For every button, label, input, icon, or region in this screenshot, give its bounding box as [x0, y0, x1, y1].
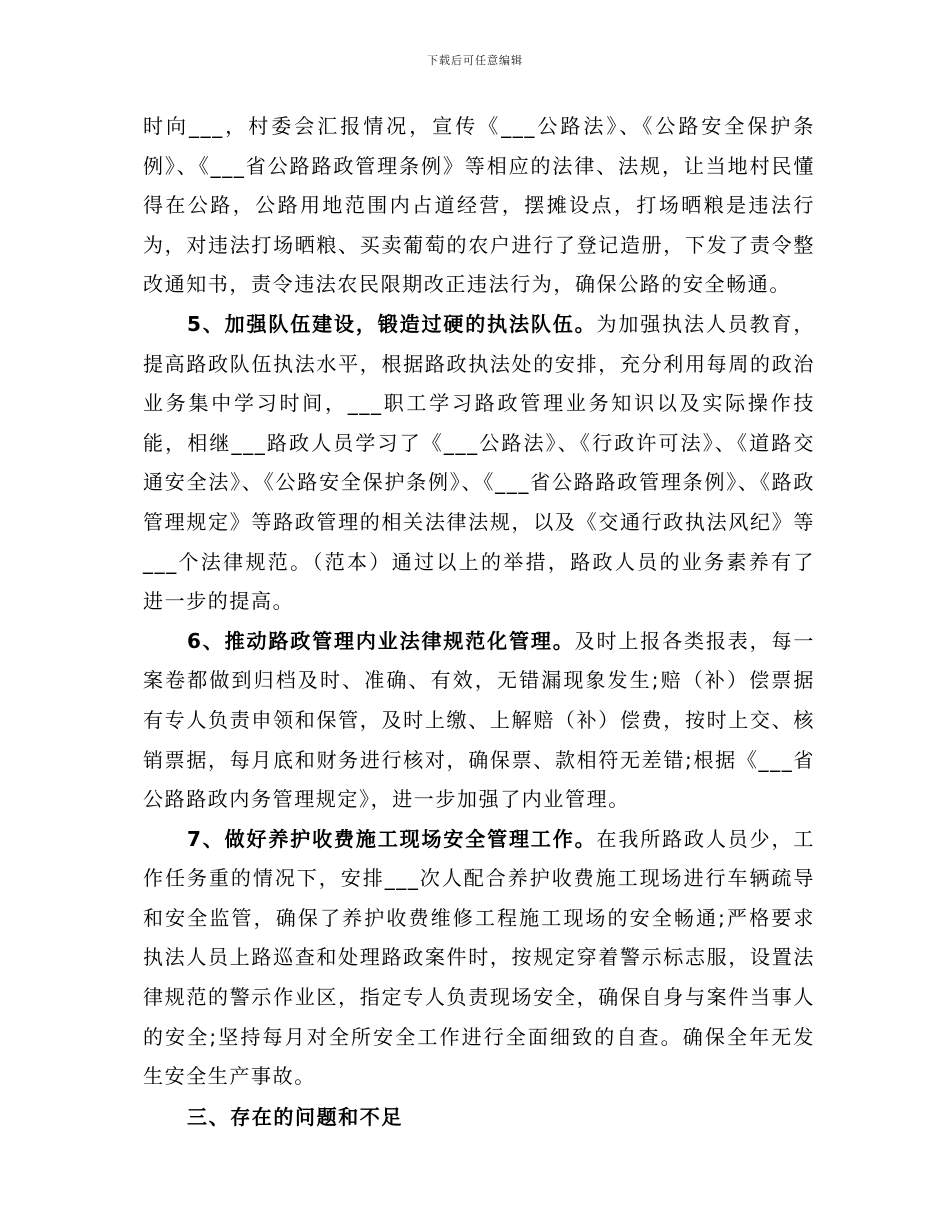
- paragraph-body: 时向___，村委会汇报情况，宣传《___公路法》、《公路安全保护条例》、《___省公路路政管理条例》等相应的法律、法规，让当地村民懂得在公路，公路用地范围内占道经营，摆摊设点，打场晒粮是违法行为，对违法打场晒粮、买卖葡萄的农户进行了登记造册，下发了责令整改通知书，责令违法农民限期改正违法行为，确保公路的安全畅通。: [143, 114, 815, 297]
- paragraph-body: 为加强执法人员教育，提高路政队伍执法水平，根据路政执法处的安排，充分利用每周的政治业务集中学习时间，___职工学习路政管理业务知识以及实际操作技能，相继___路政人员学习了《___公路法》、《行政许可法》、《道路交通安全法》、《公路安全保护条例》、《___省公路路政管理条例》、《路政管理规定》等路政管理的相关法律法规，以及《交通行政执法风纪》等___个法律规范。（范本）通过以上的举措，路政人员的业务素养有了进一步的提高。: [143, 311, 815, 614]
- paragraph-body: 及时上报各类报表，每一案卷都做到归档及时、准确、有效，无错漏现象发生;赔（补）偿票据有专人负责申领和保管，及时上缴、上解赔（补）偿费，按时上交、核销票据，每月底和财务进行核对，确保票、款相符无差错;根据《___省公路路政内务管理规定》，进一步加强了内业管理。: [143, 628, 815, 812]
- paragraph-body: 在我所路政人员少，工作任务重的情况下，安排___次人配合养护收费施工现场进行车辆疏导和安全监管，确保了养护收费维修工程施工现场的安全畅通;严格要求执法人员上路巡查和处理路政案件时，按规定穿着警示标志服，设置法律规范的警示作业区，指定专人负责现场安全，确保自身与案件当事人的安全;坚持每月对全所安全工作进行全面细致的自查。确保全年无发生安全生产事故。: [143, 826, 815, 1089]
- paragraph-heading: 7、做好养护收费施工现场安全管理工作。: [187, 826, 597, 851]
- paragraph-heading: 6、推动路政管理内业法律规范化管理。: [187, 628, 575, 653]
- paragraph-6: [143, 622, 815, 820]
- paragraph-heading: 5、加强队伍建设，锻造过硬的执法队伍。: [187, 311, 597, 336]
- paragraph-5: [143, 305, 815, 622]
- document-body: [143, 107, 815, 1137]
- paragraph-continuation: [143, 107, 815, 305]
- section-heading: 三、存在的问题和不足: [187, 1104, 403, 1129]
- page-header: 下载后可任意编辑: [427, 54, 523, 67]
- paragraph-7: [143, 820, 815, 1097]
